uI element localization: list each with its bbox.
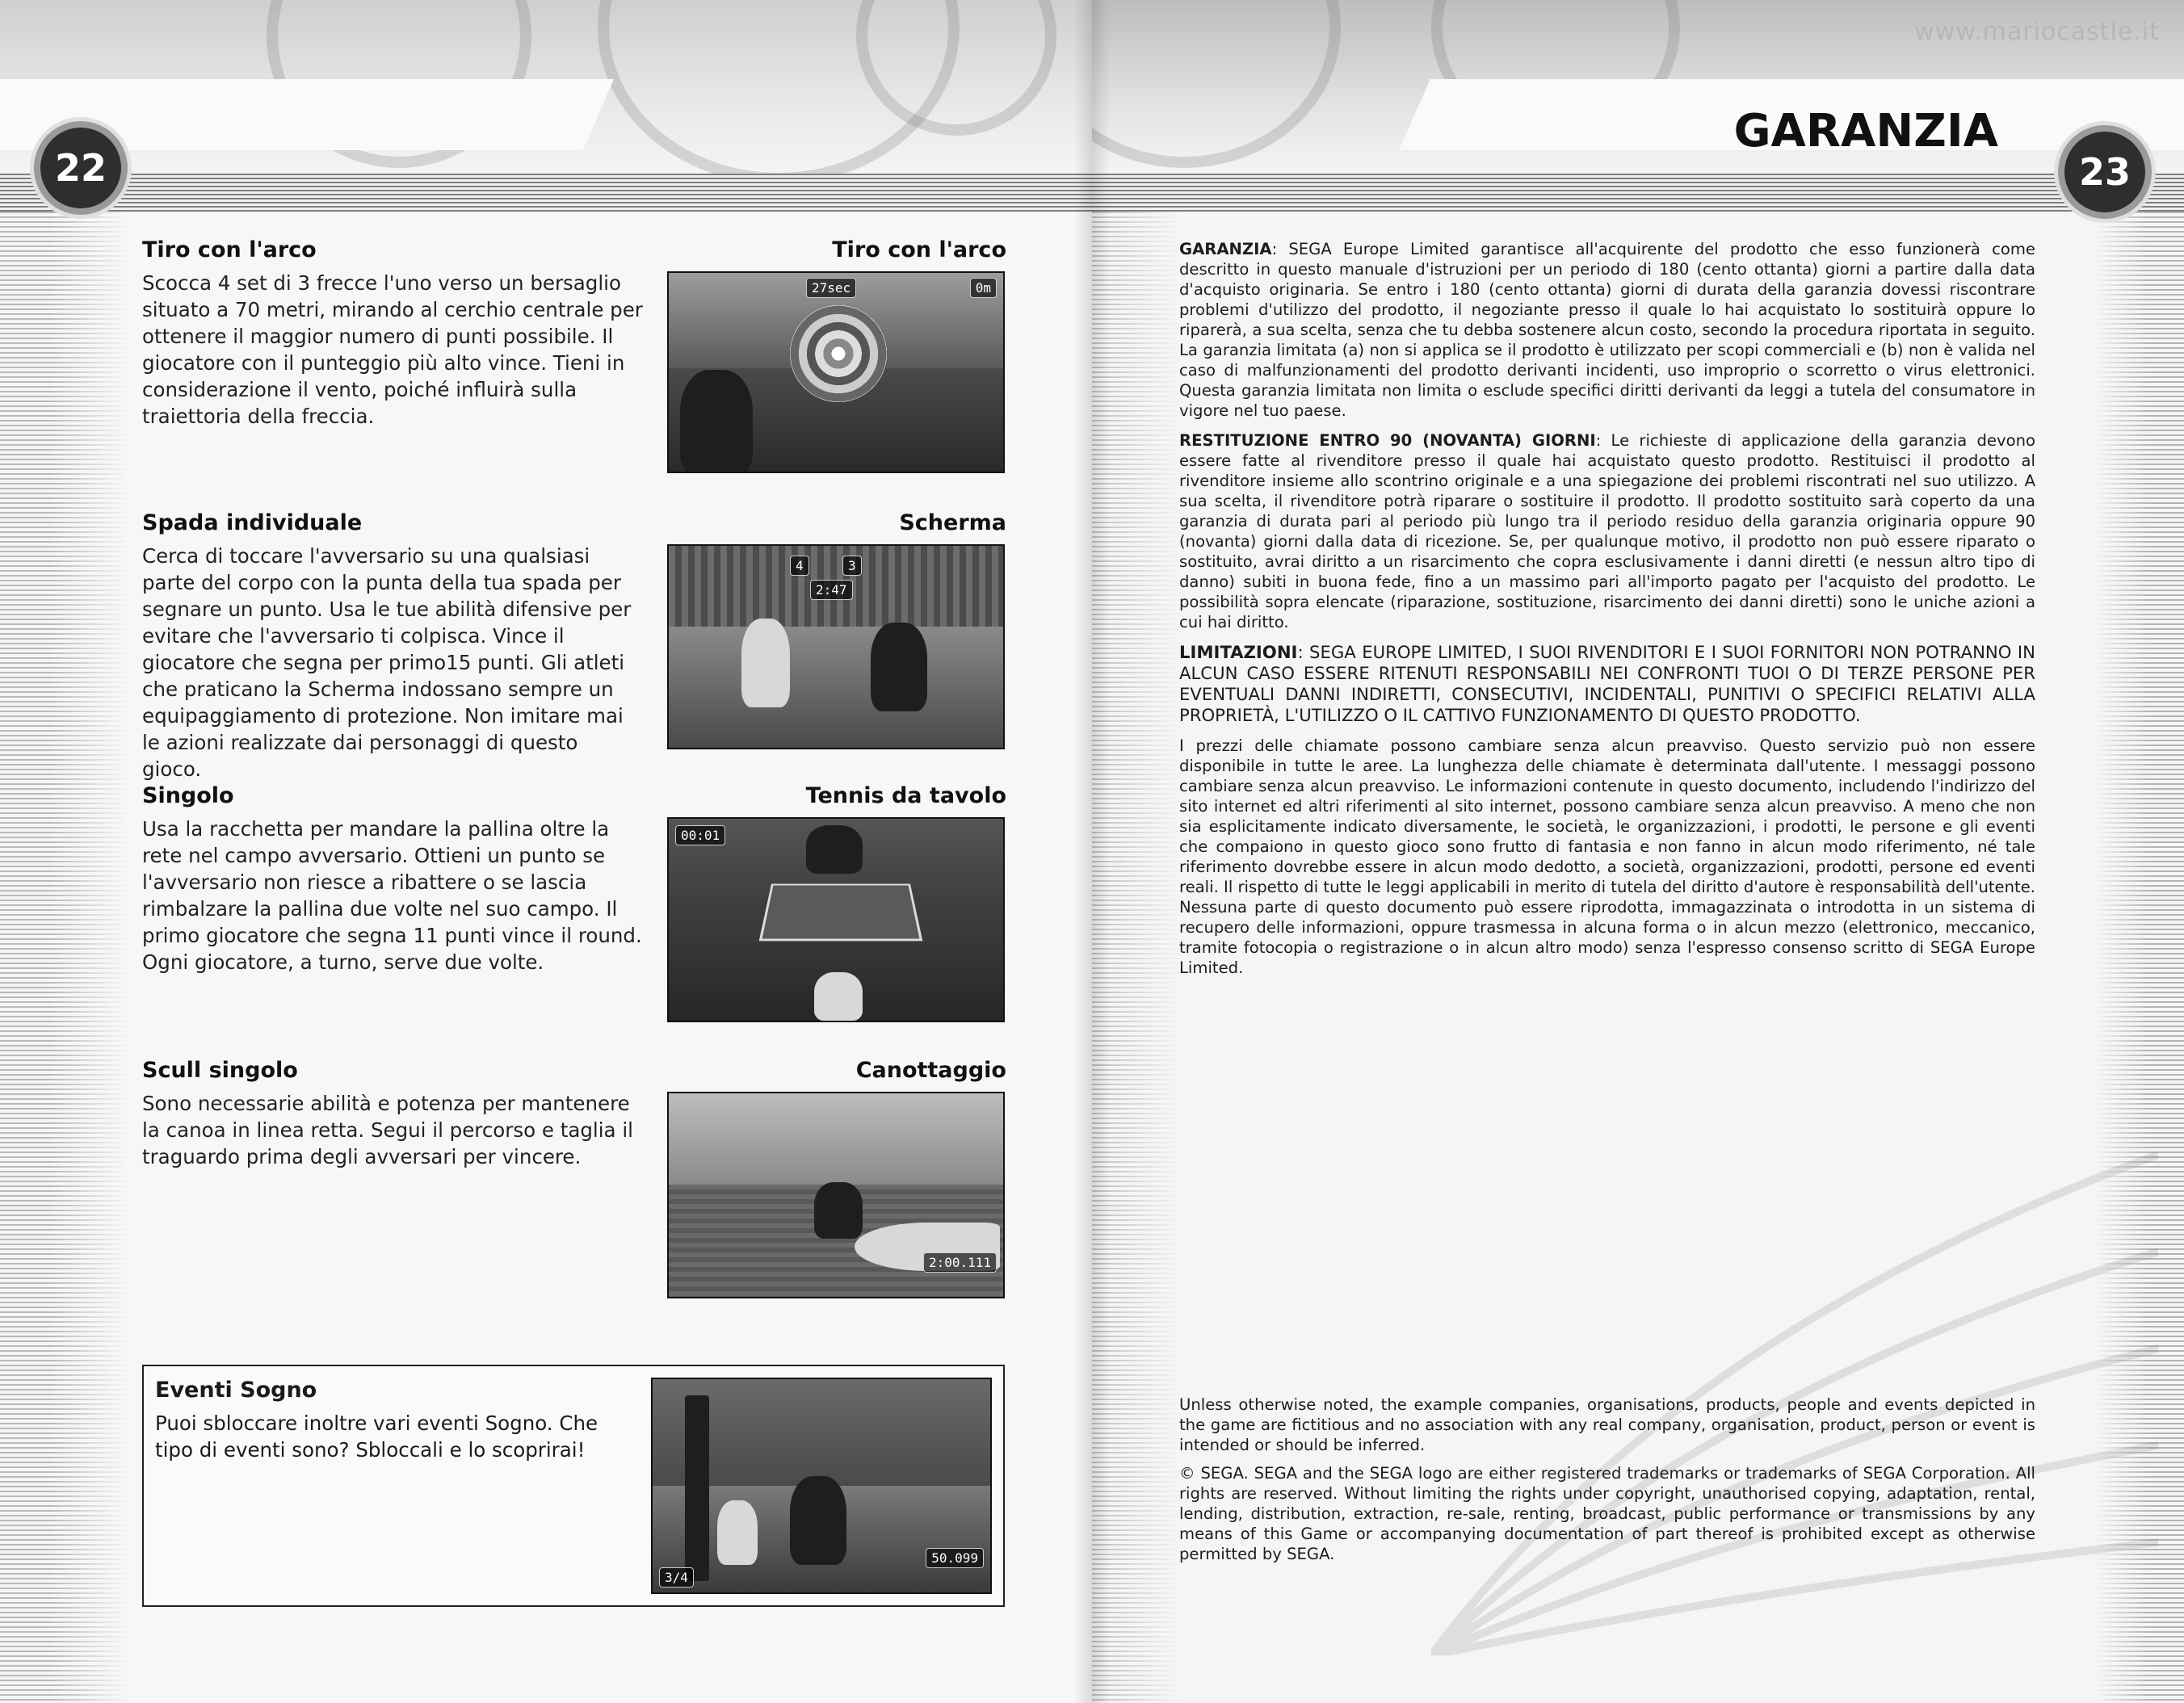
hud-lap: 3/4 [659, 1567, 694, 1588]
character-figure [871, 623, 927, 711]
event-title: Scull singolo [142, 1058, 298, 1083]
page-number: 23 [2078, 150, 2131, 194]
event-description: Usa la racchetta per mandare la pallina oltre la rete nel campo avversario. Ottieni un punto se l'avversario non riesce a ribattere o se lascia rimbalzare la pallina due volte nel suo campo. Il primo giocatore che segna 11 punti vince il round. Ogni giocatore, a turno, serve due volte. [142, 817, 642, 974]
margin-stripes [0, 212, 129, 1703]
screenshot-rowing [667, 1092, 1005, 1298]
warranty-text [1179, 239, 2035, 988]
notice-paragraph [1179, 736, 2035, 978]
screenshot-fencing [667, 544, 1005, 749]
screenshot-dream-event [651, 1378, 992, 1594]
legal-paragraph: © SEGA. SEGA and the SEGA logo are either registered trademarks or trademarks of SEGA Corporation. All rights are reserved. Without limiting the rights under copyright, unauthorised copying, adaptation, rental, lending, distribution, extraction, re-sale, renting, broadcast, public performance or transmissions by any means of this Game or accompanying documentation of part thereof is prohibited except as otherwise permitted by SEGA. [1179, 1464, 2035, 1563]
character-figure [814, 1182, 863, 1239]
book-gutter [1074, 0, 1110, 1703]
warranty-paragraph [1179, 239, 2035, 421]
event-description: Cerca di toccare l'avversario su una qualsiasi parte del corpo con la punta della tua spada per segnare un punto. Usa le tue abilità difensive per evitare che l'avversario ti colpisca. Vince il giocatore che segna per primo15 punti. Gli atleti che praticano la Scherma indossano sempre un equipaggiamento di protezione. Non imitare mai le azioni realizzate dai personaggi di questo gioco. [142, 544, 632, 781]
event-fencing [142, 510, 1006, 781]
event-table-tennis [142, 783, 1006, 1042]
paragraph-lead: GARANZIA [1179, 240, 1272, 258]
header-stripe-band [0, 174, 1092, 212]
character-figure [790, 1476, 846, 1565]
hud-score: 50.099 [926, 1548, 984, 1568]
sport-title: Scherma [899, 510, 1006, 535]
hud-timer: 00:01 [675, 825, 725, 845]
event-title: Tiro con l'arco [142, 237, 317, 262]
hud-timer: 2:47 [810, 580, 853, 600]
character-figure [680, 370, 753, 473]
hud-timer: 27sec [806, 278, 856, 298]
paragraph-body: : SEGA Europe Limited garantisce all'acquirente del prodotto che esso funzionerà come descritto in questo manuale d'istruzioni per un periodo di 180 (cento ottanta) giorni a partire dalla data d'acquisto originaria. Se entro i 180 (cento ottanta) giorni di durata della garanzia dovessi riscontrare problemi d'utilizzo del prodotto, il negoziante presso il quale lo hai acquistato lo sostituirà oppure lo riparerà, a sua scelta, senza che tu debba sostenere alcun costo, secondo la procedura riportata in seguito. La garanzia limitata (a) non si applica se il prodotto è utilizzato per scopi commerciali e (b) non è valida nel caso di malfunzionamenti del prodotto derivanti incidenti, uso improprio o scorretto o virus elettronici. Questa garanzia limitata non limita o esclude specifici diritti derivanti da leggi a tutela del consumatore in vigore nel tuo paese. [1179, 240, 2035, 420]
event-rowing [142, 1058, 1006, 1324]
screenshot-ground [669, 627, 1003, 748]
character-figure [741, 619, 790, 707]
hud-distance: 0m [970, 278, 997, 298]
paragraph-body: : Le richieste di applicazione della garanzia devono essere fatte al rivenditore presso il quale hai acquistato questo prodotto. Restituisci il prodotto al rivenditore insieme allo scontrino originale e a una spiegazione dei problemi riscontrati nel suo utilizzo. A sua scelta, il rivenditore potrà riparare o sostituire il prodotto. Il prodotto sostituito sarà coperto da una garanzia di durata pari al periodo più lungo tra il periodo residuo della garanzia originaria oppure 90 (novanta) giorni dalla data di ricezione. Se, per qualunque motivo, il prodotto non può essere riparato o sostituito, avrai diritto a un risarcimento che copra esclusivamente i danni diretti (e nessun altro tipo di danno) subiti in buona fede, fino a un massimo pari all'importo pagato per l'acquisto del prodotto. Le possibilità sopra elencate (riparazione, sostituzione, risarcimento dei danni diretti) sono le uniche azioni a cui hai diritto. [1179, 431, 2035, 631]
event-title: Singolo [142, 783, 234, 808]
header-stripe-band [1092, 174, 2184, 212]
pillar-figure [685, 1395, 709, 1581]
paragraph-body: I prezzi delle chiamate possono cambiare senza alcun preavviso. Questo servizio può non essere disponibile in tutte le aree. La lunghezza delle chiamate è determinata dall'utente. I messaggi possono cambiare senza alcun preavviso. Le informazioni contenute in questo documento, includendo l'indirizzo del sito internet ed altri riferimenti al sito internet, possono cambiare senza alcun preavviso. A meno che non sia esplicitamente indicato diversamente, le società, le organizzazioni, i prodotti, le persone e gli eventi che compaiono in questo gioco sono frutto di fantasia e non fanno in alcun modo riferimento, né tale riferimento dovrebbe essere in alcun modo dedotto, a società, organizzazioni, prodotti, persone ed eventi reali. Il rispetto di tutte le leggi applicabili in merito di tutela del diritto d'autore è responsabilità dell'utente. Nessuna parte di questo documento può essere riprodotta, immagazzinata o introdotta in un sistema di recupero delle informazioni, oppure trasmessa in alcuna forma o in alcun mezzo (elettronico, meccanico, tramite fotocopia o registrazione o in alcun altro modo) senza l'espresso consenso scritto di SEGA Europe Limited. [1179, 736, 2035, 977]
screenshot-table-tennis [667, 817, 1005, 1022]
event-archery [142, 237, 1006, 496]
page-number-badge [34, 121, 128, 215]
event-title: Spada individuale [142, 510, 363, 535]
website-watermark: www.mariocastle.it [1914, 18, 2160, 46]
dream-title: Eventi Sogno [155, 1378, 317, 1403]
hud-score-right: 3 [842, 556, 862, 576]
character-figure [814, 972, 863, 1021]
limitations-paragraph [1179, 642, 2035, 726]
right-page [1092, 0, 2184, 1703]
archery-target [790, 305, 887, 402]
dream-description: Puoi sbloccare inoltre vari eventi Sogno. Che tipo di eventi sono? Sbloccali e lo scoprirai! [155, 1411, 598, 1462]
legal-paragraph: Unless otherwise noted, the example companies, organisations, products, people and events depicted in the game are fictitious and no association with any real company, organisation, product, person or event is intended or should be inferred. [1179, 1395, 2035, 1454]
character-figure [717, 1500, 758, 1565]
hud-timer: 2:00.111 [923, 1252, 997, 1273]
dream-events-box [142, 1365, 1005, 1607]
screenshot-sky [669, 1093, 1003, 1185]
ping-pong-table [759, 883, 923, 941]
section-title: GARANZIA [1733, 105, 1998, 157]
event-description: Sono necessarie abilità e potenza per mantenere la canoa in linea retta. Segui il percorso e taglia il traguardo prima degli avversari per vincere. [142, 1092, 633, 1168]
page-number: 22 [54, 146, 107, 190]
paragraph-lead: LIMITAZIONI [1179, 642, 1298, 662]
page-number-badge [2058, 125, 2152, 219]
character-figure [806, 825, 863, 874]
hud-score-left: 4 [790, 556, 809, 576]
sport-title: Canottaggio [855, 1058, 1006, 1083]
event-description: Scocca 4 set di 3 frecce l'uno verso un bersaglio situato a 70 metri, mirando al cerchio centrale per ottenere il maggior numero di punti possibile. Il giocatore con il punteggio più alto vince. Tieni in considerazione il vento, poiché influirà sulla traiettoria della freccia. [142, 271, 643, 428]
swirl-ornament [1092, 0, 1341, 168]
paragraph-lead: RESTITUZIONE ENTRO 90 (NOVANTA) GIORNI [1179, 431, 1596, 450]
sport-title: Tennis da tavolo [805, 783, 1006, 808]
legal-notice-english [1179, 1395, 2035, 1572]
screenshot-archery [667, 271, 1005, 473]
sport-title: Tiro con l'arco [832, 237, 1006, 262]
return-paragraph [1179, 430, 2035, 632]
paragraph-body: : SEGA EUROPE LIMITED, I SUOI RIVENDITORI E I SUOI FORNITORI NON POTRANNO IN ALCUN CASO ESSERE RITENUTI RESPONSABILI NEI CONFRONTI TUOI O DI TERZE PERSONE PER EVENTUALI DANNI INDIRETTI, CONSECUTIVI, INCIDENTALI, PUNITIVI O SPECIFICI RELATIVI ALLA PROPRIETÀ, L'UTILIZZO O IL CATTIVO FUNZIONAMENTO DI QUESTO PRODOTTO. [1179, 642, 2035, 725]
